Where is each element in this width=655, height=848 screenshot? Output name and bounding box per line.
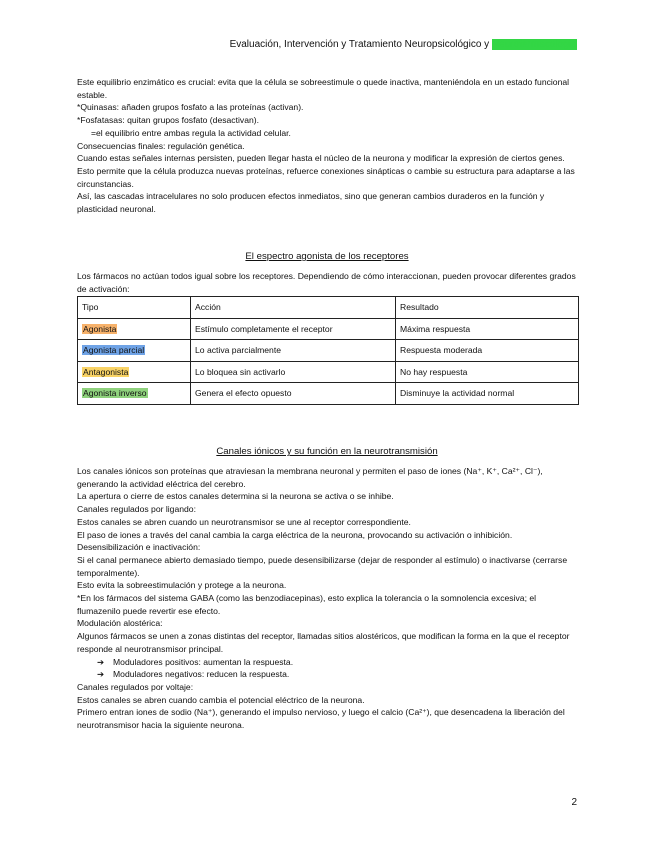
section2-paragraph: Si el canal permanece abierto demasiado tiempo, puede desensibilizarse (dejar de responder al estímulo) o inactivarse (cerrarse temporalmente). — [77, 554, 568, 578]
page-header — [230, 39, 577, 50]
section2-paragraph: Modulación alostérica: — [77, 618, 163, 629]
intro-block — [77, 76, 577, 216]
tipo-highlight: Agonista inverso — [83, 388, 147, 399]
list-item — [77, 668, 577, 681]
table-cell-accion: Estímulo completamente el receptor — [191, 318, 396, 340]
table-row — [78, 383, 579, 405]
table-cell-tipo — [78, 340, 191, 362]
section2-paragraph: La apertura o cierre de estos canales determina si la neurona se activa o se inhibe. — [77, 491, 394, 502]
intro-paragraph: Cuando estas señales internas persisten, pueden llegar hasta el núcleo de la neurona y modificar la expresión de ciertos genes. — [77, 153, 565, 164]
intro-paragraph: Consecuencias finales: regulación genética. — [77, 140, 245, 151]
table-row — [78, 318, 579, 340]
table-cell-accion: Lo bloquea sin activarlo — [191, 361, 396, 383]
table-cell-accion: Genera el efecto opuesto — [191, 383, 396, 405]
section-heading-ion-channels: Canales iónicos y su función en la neurotransmisión — [216, 446, 438, 457]
table-cell-resultado: Respuesta moderada — [396, 340, 579, 362]
arrow-right-icon: ➔ — [97, 669, 105, 680]
table-cell-resultado: No hay respuesta — [396, 361, 579, 383]
section1-intro — [77, 270, 577, 295]
intro-paragraph: Este equilibrio enzimático es crucial: evita que la célula se sobreestimule o quede inactiva, manteniéndola en un estado funcional estable. — [77, 77, 570, 100]
section2-block — [77, 465, 577, 732]
receptor-table — [77, 296, 579, 405]
table-cell-tipo — [78, 361, 191, 383]
section2-paragraph: Estos canales se abren cuando cambia el potencial eléctrico de la neurona. — [77, 694, 365, 705]
intro-paragraph: Esto permite que la célula produzca nuevas proteínas, refuerce conexiones sinápticas o cambie su estructura para adaptarse a las circunstancias. — [77, 165, 575, 189]
tipo-highlight: Agonista — [83, 323, 117, 334]
table-cell-resultado: Disminuye la actividad normal — [396, 383, 579, 405]
tipo-highlight: Antagonista — [83, 366, 129, 377]
arrow-right-icon: ➔ — [97, 656, 105, 667]
section2-paragraph: Los canales iónicos son proteínas que atraviesan la membrana neuronal y permiten el paso de iones (Na⁺, K⁺, Ca²⁺, Cl⁻), generando la actividad eléctrica del cerebro. — [77, 466, 543, 489]
table-cell-accion: Lo activa parcialmente — [191, 340, 396, 362]
section2-paragraph: Canales regulados por ligando: — [77, 504, 196, 515]
table-header-cell: Acción — [191, 297, 396, 319]
table-cell-tipo — [78, 383, 191, 405]
list-item — [77, 656, 577, 669]
section2-paragraph: Desensibilización e inactivación: — [77, 542, 201, 553]
section2-paragraph: El paso de iones a través del canal cambia la carga eléctrica de la neurona, provocando su activación o inhibición. — [77, 529, 513, 540]
table-cell-tipo — [78, 318, 191, 340]
table-header-cell: Tipo — [78, 297, 191, 319]
header-highlighted-tail: Neurofarmacología — [491, 39, 577, 50]
intro-paragraph: Así, las cascadas intracelulares no solo producen efectos inmediatos, sino que generan cambios duraderos en la función y plasticidad neuronal. — [77, 191, 545, 215]
list-item-text: Moduladores positivos: aumentan la respuesta. — [113, 656, 294, 667]
list-item-text: Moduladores negativos: reducen la respuesta. — [113, 669, 290, 680]
section2-paragraph: Esto evita la sobreestimulación y protege a la neurona. — [77, 580, 287, 591]
table-header-row — [78, 297, 579, 319]
intro-paragraph: *Quinasas: añaden grupos fosfato a las proteínas (activan). — [77, 102, 304, 113]
table-row — [78, 340, 579, 362]
section2-paragraph: *En los fármacos del sistema GABA (como las benzodiacepinas), esto explica la tolerancia o la somnolencia excesiva; el flumazenilo puede revertir ese efecto. — [77, 593, 537, 616]
table-row — [78, 361, 579, 383]
page-number: 2 — [571, 797, 577, 808]
section2-paragraph: Algunos fármacos se unen a zonas distintas del receptor, llamadas sitios alostéricos, que modifican la forma en la que el receptor responde al neurotransmisor principal. — [77, 631, 570, 654]
table-header-cell: Resultado — [396, 297, 579, 319]
section1-intro-text: Los fármacos no actúan todos igual sobre los receptores. Dependiendo de cómo interaccionan, pueden provocar diferentes grados de activación: — [77, 271, 576, 294]
section2-paragraph: Estos canales se abren cuando un neurotransmisor se une al receptor correspondiente. — [77, 516, 411, 527]
section-heading-receptors: El espectro agonista de los receptores — [245, 251, 409, 262]
table-cell-resultado: Máxima respuesta — [396, 318, 579, 340]
intro-paragraph: =el equilibrio entre ambas regula la actividad celular. — [91, 127, 291, 138]
tipo-highlight: Agonista parcial — [83, 345, 145, 356]
section2-paragraph: Primero entran iones de sodio (Na⁺), generando el impulso nervioso, y luego el calcio (Ca²⁺), que desencadena la liberación del neurotransmisor hacia la siguiente neurona. — [77, 707, 565, 731]
header-title: Evaluación, Intervención y Tratamiento Neuropsicológico y — [229, 39, 490, 50]
section2-paragraph: Canales regulados por voltaje: — [77, 681, 194, 692]
intro-paragraph: *Fosfatasas: quitan grupos fosfato (desactivan). — [77, 115, 260, 126]
